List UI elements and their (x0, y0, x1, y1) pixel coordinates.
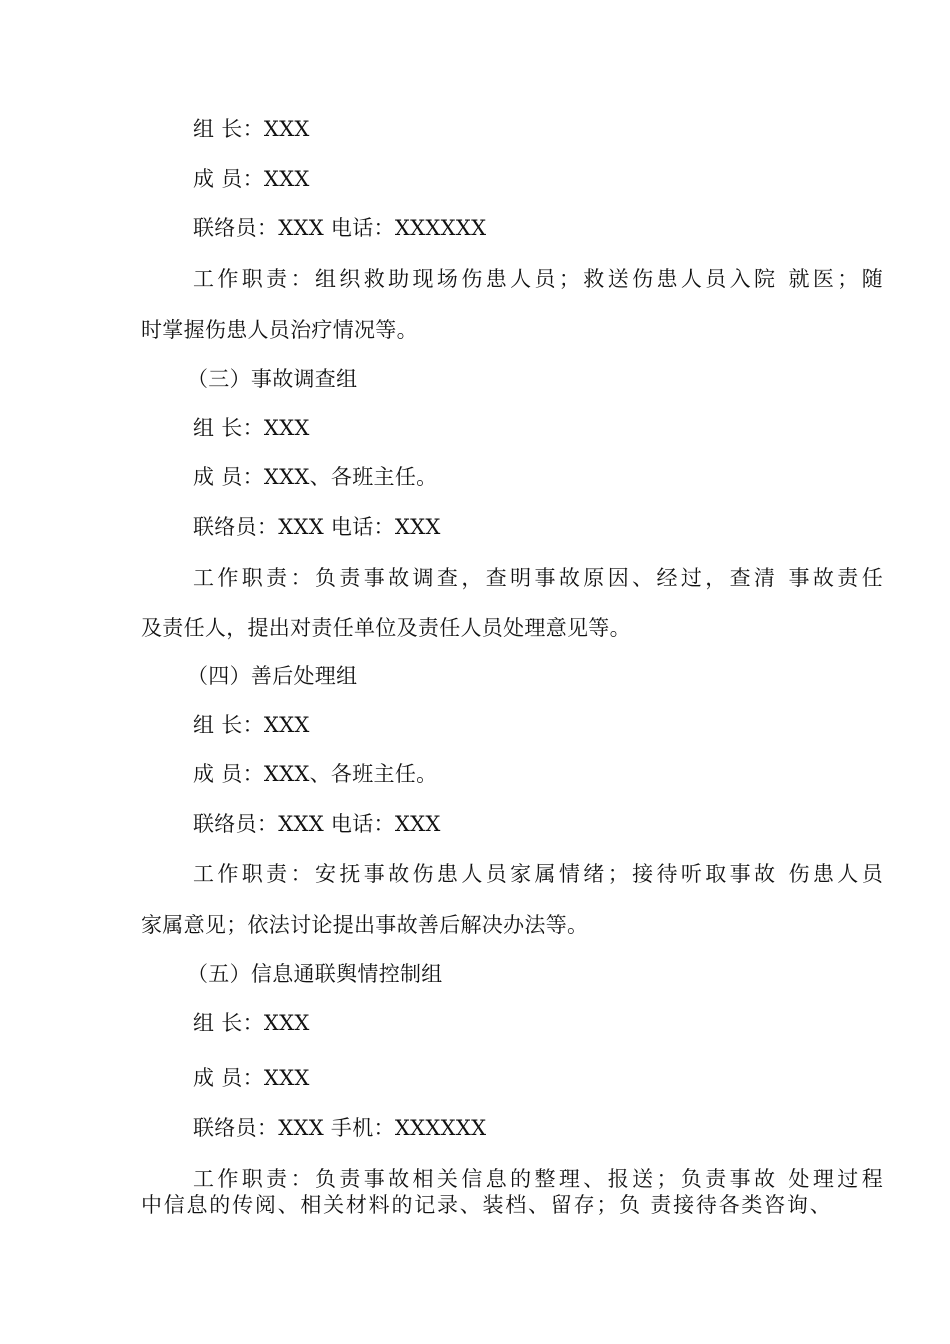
group-leader-line: 组 长：XXX (193, 117, 310, 141)
duty-line-continued: 时掌握伤患人员治疗情况等。 (141, 318, 418, 342)
liaison-line: 联络员：XXX 电话：XXXXXX (193, 216, 487, 240)
group-member-line: 成 员：XXX (193, 1066, 310, 1090)
duty-line: 工作职责：负责事故相关信息的整理、报送；负责事故 处理过程 (193, 1167, 883, 1191)
group-member-line: 成 员：XXX、各班主任。 (193, 762, 438, 786)
group-member-line: 成 员：XXX、各班主任。 (193, 465, 438, 489)
section-heading: （四）善后处理组 (187, 664, 358, 688)
duty-line: 工作职责：负责事故调查，查明事故原因、经过，查清 事故责任 (193, 566, 883, 590)
duty-line-continued: 中信息的传阅、相关材料的记录、装档、留存；负 责接待各类咨询、 (141, 1193, 831, 1217)
duty-line-continued: 及责任人，提出对责任单位及责任人员处理意见等。 (141, 616, 631, 640)
group-member-line: 成 员：XXX (193, 167, 310, 191)
duty-line-continued: 家属意见；依法讨论提出事故善后解决办法等。 (141, 913, 589, 937)
group-leader-line: 组 长：XXX (193, 713, 310, 737)
group-leader-line: 组 长：XXX (193, 416, 310, 440)
group-leader-line: 组 长：XXX (193, 1011, 310, 1035)
liaison-line: 联络员：XXX 手机：XXXXXX (193, 1116, 487, 1140)
duty-line: 工作职责：组织救助现场伤患人员；救送伤患人员入院 就医；随 (193, 267, 883, 291)
section-heading: （三）事故调查组 (187, 367, 358, 391)
liaison-line: 联络员：XXX 电话：XXX (193, 515, 441, 539)
section-heading: （五）信息通联舆情控制组 (187, 962, 443, 986)
liaison-line: 联络员：XXX 电话：XXX (193, 812, 441, 836)
duty-line: 工作职责：安抚事故伤患人员家属情绪；接待听取事故 伤患人员 (193, 862, 883, 886)
